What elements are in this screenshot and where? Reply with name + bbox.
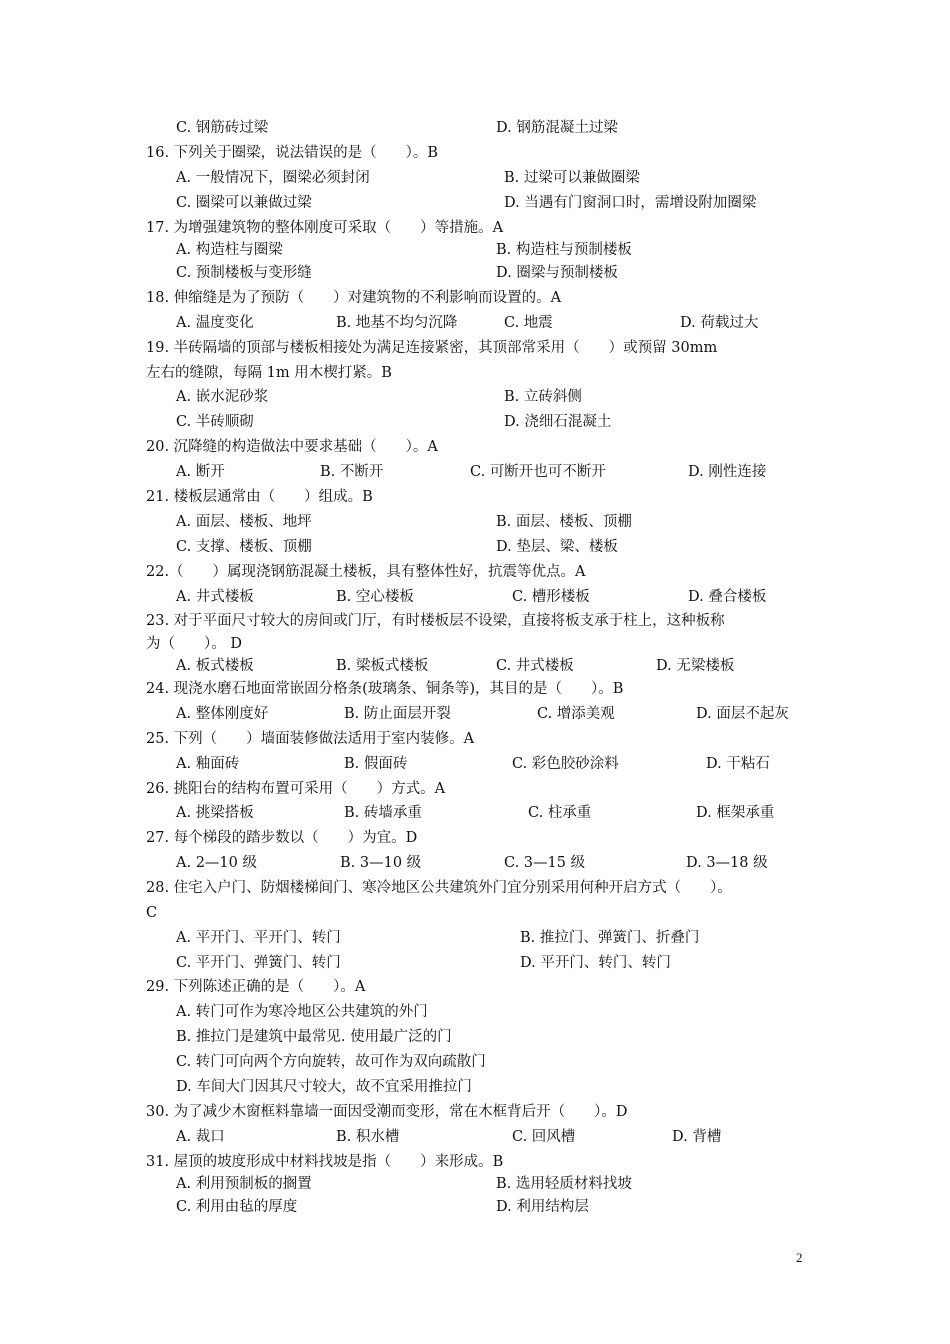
text-line: A. 温度变化 — [176, 315, 254, 331]
text-line: B. 假面砖 — [344, 756, 408, 772]
text-line: C. 平开门、弹簧门、转门 — [176, 955, 341, 971]
text-line: D. 垫层、梁、楼板 — [496, 539, 618, 555]
text-line: 20. 沉降缝的构造做法中要求基础（ ）。A — [146, 439, 438, 455]
text-line: A. 板式楼板 — [176, 658, 254, 674]
text-line: 31. 屋顶的坡度形成中材料找坡是指（ ）来形成。B — [146, 1154, 504, 1170]
text-line: 19. 半砖隔墙的顶部与楼板相接处为满足连接紧密，其顶部常采用（ ）或预留 30mm — [146, 340, 718, 356]
text-line: 23. 对于平面尺寸较大的房间或门厅，有时楼板层不设梁，直接将板支承于柱上，这种板称 — [146, 613, 725, 629]
text-line: 28. 住宅入户门、防烟楼梯间门、寒冷地区公共建筑外门宜分别采用何种开启方式（ ）。 — [146, 880, 732, 896]
text-line: C. 井式楼板 — [496, 658, 574, 674]
text-line: D. 荷载过大 — [680, 315, 759, 331]
text-line: 左右的缝隙，每隔 1m 用木楔打紧。B — [146, 365, 392, 381]
text-line: A. 断开 — [176, 464, 225, 480]
text-line: 为（ ）。 D — [146, 636, 242, 652]
text-line: B. 过梁可以兼做圈梁 — [504, 170, 640, 186]
text-line: D. 叠合楼板 — [688, 589, 767, 605]
text-line: 22.（ ）属现浇钢筋混凝土楼板，具有整体性好，抗震等优点。A — [146, 564, 586, 580]
text-line: C. 支撑、楼板、顶棚 — [176, 539, 312, 555]
text-line: C. 地震 — [504, 315, 553, 331]
text-line: C. 3—15 级 — [504, 855, 586, 871]
text-line: A. 挑梁搭板 — [176, 805, 254, 821]
text-line: A. 裁口 — [176, 1129, 225, 1145]
text-line: 25. 下列（ ）墙面装修做法适用于室内装修。A — [146, 731, 475, 747]
text-line: D. 无梁楼板 — [656, 658, 735, 674]
text-line: B. 3—10 级 — [340, 855, 422, 871]
text-line: 29. 下列陈述正确的是（ ）。A — [146, 979, 366, 995]
text-line: B. 推拉门是建筑中最常见. 使用最广泛的门 — [176, 1029, 452, 1045]
text-line: D. 框架承重 — [696, 805, 775, 821]
text-line: B. 积水槽 — [336, 1129, 400, 1145]
text-line: A. 平开门、平开门、转门 — [176, 930, 341, 946]
text-line: B. 不断开 — [320, 464, 384, 480]
text-line: D. 当遇有门窗洞口时，需增设附加圈梁 — [504, 195, 757, 211]
text-line: C — [146, 905, 158, 921]
text-line: B. 构造柱与预制楼板 — [496, 242, 632, 258]
text-line: C. 槽形楼板 — [512, 589, 590, 605]
text-line: B. 空心楼板 — [336, 589, 414, 605]
text-line: A. 嵌水泥砂浆 — [176, 389, 269, 405]
page-number: 2 — [796, 1250, 803, 1265]
text-line: D. 圈梁与预制楼板 — [496, 265, 618, 281]
text-line: B. 砖墙承重 — [344, 805, 422, 821]
text-line: A. 一般情况下，圈梁必须封闭 — [176, 170, 370, 186]
text-line: D. 车间大门因其尺寸较大，故不宜采用推拉门 — [176, 1079, 472, 1095]
text-line: B. 防止面层开裂 — [344, 706, 451, 722]
text-line: C. 彩色胶砂涂料 — [512, 756, 619, 772]
text-line: D. 利用结构层 — [496, 1199, 589, 1215]
text-line: A. 2—10 级 — [176, 855, 257, 871]
text-line: D. 3—18 级 — [686, 855, 768, 871]
text-line: B. 面层、楼板、顶棚 — [496, 514, 632, 530]
text-line: 21. 楼板层通常由（ ）组成。B — [146, 489, 373, 505]
text-line: A. 面层、楼板、地坪 — [176, 514, 312, 530]
text-line: C. 柱承重 — [528, 805, 592, 821]
text-line: C. 转门可向两个方向旋转，故可作为双向疏散门 — [176, 1054, 486, 1070]
text-line: A. 釉面砖 — [176, 756, 240, 772]
text-line: C. 半砖顺砌 — [176, 414, 254, 430]
text-line: 16. 下列关于圈梁，说法错误的是（ ）。B — [146, 145, 439, 161]
text-line: D. 干粘石 — [706, 756, 770, 772]
text-line: A. 利用预制板的搁置 — [176, 1176, 312, 1192]
text-line: 18. 伸缩缝是为了预防（ ）对建筑物的不利影响而设置的。A — [146, 290, 562, 306]
text-line: D. 平开门、转门、转门 — [520, 955, 671, 971]
text-line: 24. 现浇水磨石地面常嵌固分格条(玻璃条、铜条等)，其目的是（ ）。B — [146, 681, 624, 697]
text-line: A. 井式楼板 — [176, 589, 254, 605]
text-line: B. 选用轻质材料找坡 — [496, 1176, 632, 1192]
text-line: B. 梁板式楼板 — [336, 658, 429, 674]
text-line: A. 构造柱与圈梁 — [176, 242, 283, 258]
text-line: D. 刚性连接 — [688, 464, 767, 480]
text-line: D. 浇细石混凝土 — [504, 414, 612, 430]
text-line: D. 钢筋混凝土过梁 — [496, 120, 618, 136]
text-line: B. 立砖斜侧 — [504, 389, 582, 405]
text-line: C. 利用由毡的厚度 — [176, 1199, 298, 1215]
text-line: C. 圈梁可以兼做过梁 — [176, 195, 312, 211]
text-line: 30. 为了减少木窗框料靠墙一面因受潮而变形，常在木框背后开（ ）。D — [146, 1104, 628, 1120]
text-line: C. 钢筋砖过梁 — [176, 120, 269, 136]
text-line: C. 回风槽 — [512, 1129, 576, 1145]
text-line: A. 整体刚度好 — [176, 706, 269, 722]
text-line: D. 面层不起灰 — [696, 706, 789, 722]
text-line: C. 增添美观 — [537, 706, 615, 722]
text-line: 17. 为增强建筑物的整体刚度可采取（ ）等措施。A — [146, 220, 504, 236]
text-line: C. 预制楼板与变形缝 — [176, 265, 312, 281]
text-line: B. 地基不均匀沉降 — [336, 315, 458, 331]
text-line: A. 转门可作为寒冷地区公共建筑的外门 — [176, 1004, 428, 1020]
text-line: B. 推拉门、弹簧门、折叠门 — [520, 930, 700, 946]
text-line: D. 背槽 — [672, 1129, 722, 1145]
text-line: C. 可断开也可不断开 — [470, 464, 606, 480]
text-line: 26. 挑阳台的结构布置可采用（ ）方式。A — [146, 781, 446, 797]
text-line: 27. 每个梯段的踏步数以（ ）为宜。D — [146, 830, 418, 846]
